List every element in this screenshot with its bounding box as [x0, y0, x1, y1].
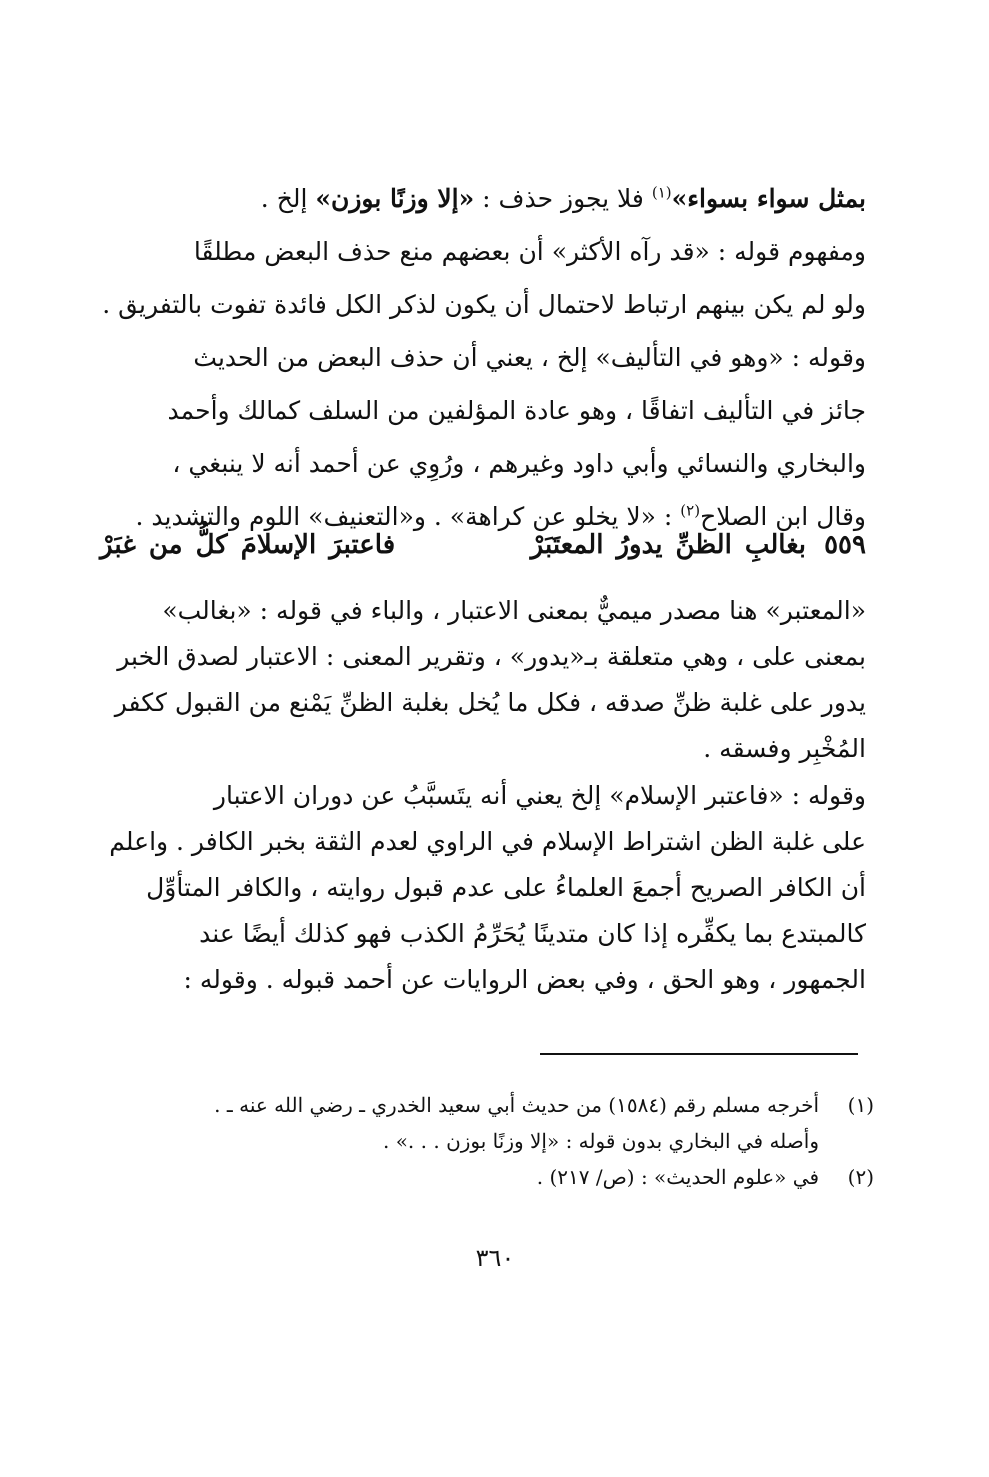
- commentary-line: المُخْبِر وفسقه .: [703, 734, 866, 763]
- body-line: [100, 180, 866, 220]
- text-run: : «لا يخلو عن كراهة» . و«التعنيف» اللوم والتشديد .: [135, 502, 681, 531]
- text-run: والبخاري والنسائي وأبي داود وغيرهم ، ورُوِي عن أحمد أنه لا ينبغي ،: [172, 449, 866, 478]
- footnote-2-marker: (٢): [847, 1165, 874, 1189]
- commentary-line: وقوله : «فاعتبر الإسلام» إلخ يعني أنه يتَسبَّبُ عن دوران الاعتبار: [213, 781, 866, 810]
- text-run: ومفهوم قوله : «قد رآه الأكثر» أن بعضهم منع حذف البعض مطلقًا: [193, 237, 866, 266]
- quoted-term: بمثل سواء بسواء»: [671, 184, 866, 213]
- text-run: إلخ .: [260, 184, 316, 213]
- commentary-line: كالمبتدع بما يكفِّره إذا كان متدينًا يُحَرِّمُ الكذب فهو كذلك أيضًا عند: [199, 919, 866, 948]
- footnote-1-line-2: وأصله في البخاري بدون قوله : «إلا وزنًا بوزن . . .» .: [382, 1129, 819, 1153]
- page-number: ٣٦٠: [475, 1244, 515, 1272]
- commentary-line: «المعتبر» هنا مصدر ميميٌّ بمعنى الاعتبار ، والباء في قوله : «بغالب»: [162, 596, 866, 625]
- quoted-term: «إلا وزنًا بوزن»: [315, 184, 475, 213]
- body-line: [100, 392, 866, 432]
- footnote-1-line-1: أخرجه مسلم رقم (١٥٨٤) من حديث أبي سعيد الخدري ـ رضي الله عنه ـ .: [214, 1093, 819, 1117]
- body-line: [100, 445, 866, 485]
- commentary-line: أن الكافر الصريح أجمعَ العلماءُ على عدم قبول روايته ، والكافر المتأوِّل: [146, 873, 866, 902]
- commentary-line: على غلبة الظن اشتراط الإسلام في الراوي لعدم الثقة بخبر الكافر . واعلم: [109, 827, 866, 856]
- text-run: فلا يجوز حذف :: [474, 184, 652, 213]
- text-run: جائز في التأليف اتفاقًا ، وهو عادة المؤلفين من السلف كمالك وأحمد: [167, 396, 866, 425]
- footnote-reference: (٢): [680, 501, 701, 520]
- text-run: وقال ابن الصلاح: [700, 502, 866, 531]
- footnote-2-line-1: في «علوم الحديث» : (ص/ ٢١٧) .: [536, 1165, 819, 1189]
- text-run: ولو لم يكن بينهم ارتباط لاحتمال أن يكون لذكر الكل فائدة تفوت بالتفريق .: [102, 290, 866, 319]
- footnote-1-marker: (١): [847, 1093, 874, 1117]
- verse-hemistich-2: فاعتبرَ الإسلامَ كلُّ من غبَرْ: [100, 530, 396, 560]
- verse-hemistich-1: بغالبِ الظنِّ يدورُ المعتَبَرْ: [530, 530, 806, 560]
- body-line: [100, 233, 866, 273]
- verse-line: [100, 530, 866, 574]
- commentary-line: الجمهور ، وهو الحق ، وفي بعض الروايات عن أحمد قبوله . وقوله :: [183, 965, 866, 994]
- commentary-line: بمعنى على ، وهي متعلقة بـ«يدور» ، وتقرير المعنى : الاعتبار لصدق الخبر: [117, 642, 866, 671]
- body-line: [100, 286, 866, 326]
- text-run: وقوله : «وهو في التأليف» إلخ ، يعني أن حذف البعض من الحديث: [193, 343, 866, 372]
- verse-number: ٥٥٩: [824, 530, 866, 560]
- body-line: [100, 339, 866, 379]
- footnote-separator: [540, 1053, 858, 1055]
- footnote-reference: (١): [651, 183, 672, 202]
- commentary-line: يدور على غلبة ظنِّ صدقه ، فكل ما يُخل بغلبة الظنِّ يَمْنع من القبول ككفر: [114, 688, 866, 717]
